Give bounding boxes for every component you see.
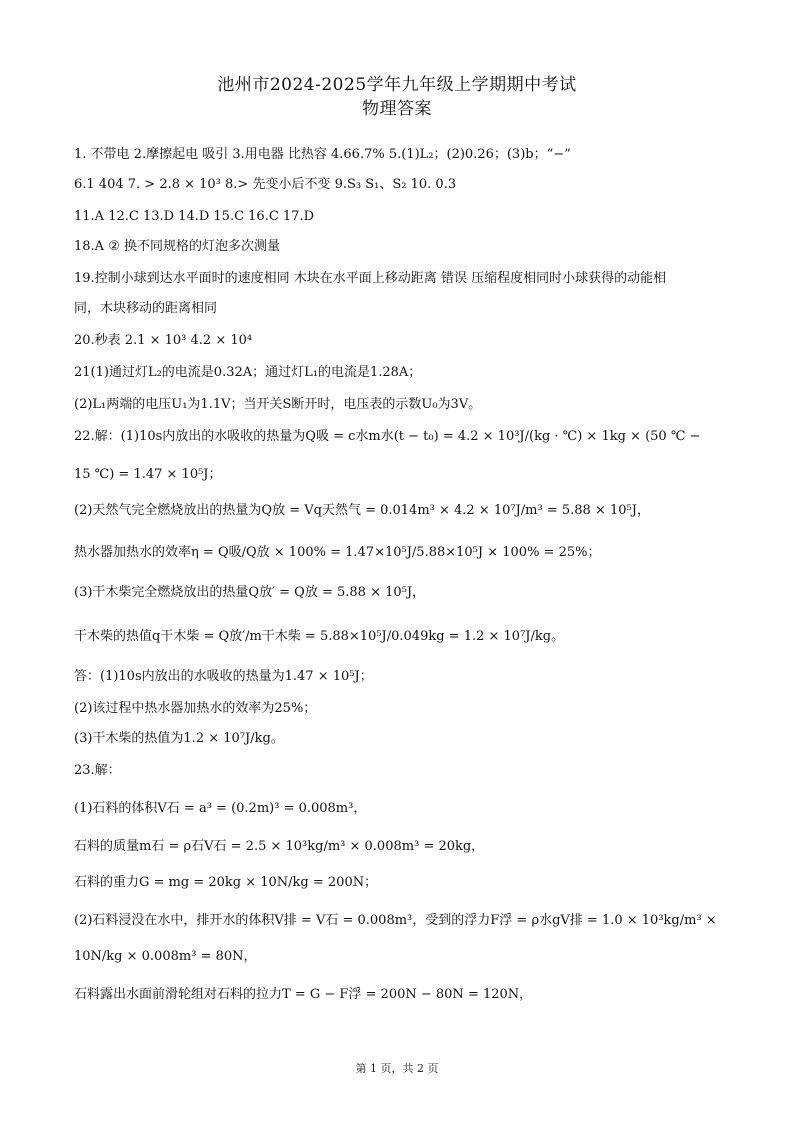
answer-line-5: 19.控制小球到达水平面时的速度相同 木块在水平面上移动距离 错误 压缩程度相同时小球获得的动能相 xyxy=(74,271,667,286)
answer-line-3: 11.A 12.C 13.D 14.D 15.C 16.C 17.D xyxy=(74,209,315,224)
page-footer: 第 1 页，共 2 页 xyxy=(355,1062,439,1075)
answer-line-6: 同，木块移动的距离相同 xyxy=(74,301,218,316)
answer-line-11: 15 ℃) = 1.47 × 10⁵J； xyxy=(74,467,222,482)
answer-line-8: 21(1)通过灯L₂的电流是0.32A；通过灯L₁的电流是1.28A； xyxy=(74,365,422,380)
answer-line-17: (2)该过程中热水器加热水的效率为25%； xyxy=(74,701,317,716)
answer-line-24: 10N/kg × 0.008m³ = 80N， xyxy=(74,949,257,964)
answer-line-13: 热水器加热水的效率η = Q吸/Q放 × 100% = 1.47×10⁵J/5.88×10⁵J × 100% = 25%； xyxy=(74,545,601,560)
answer-line-12: (2)天然气完全燃烧放出的热量为Q放 = Vq天然气 = 0.014m³ × 4.2 × 10⁷J/m³ = 5.88 × 10⁵J， xyxy=(74,503,650,518)
answer-line-14: (3)干木柴完全燃烧放出的热量Q放′ = Q放 = 5.88 × 10⁵J， xyxy=(74,585,426,600)
answer-line-9: (2)L₁两端的电压U₁为1.1V；当开关S断开时，电压表的示数U₀为3V。 xyxy=(74,397,482,412)
answer-line-23: (2)石料浸没在水中，排开水的体积V排 = V石 = 0.008m³，受到的浮力F浮 = ρ水gV排 = 1.0 × 10³kg/m³ × xyxy=(74,913,717,928)
answer-line-20: (1)石料的体积V石 = a³ = (0.2m)³ = 0.008m³， xyxy=(74,801,367,816)
answer-line-2: 6.1 404 7. > 2.8 × 10³ 8.> 先变小后不变 9.S₃ S₁、S₂ 10. 0.3 xyxy=(74,177,457,192)
answer-line-22: 石料的重力G = mg = 20kg × 10N/kg = 200N； xyxy=(74,875,378,890)
answer-line-4: 18.A ② 换不同规格的灯泡多次测量 xyxy=(74,239,280,254)
answer-line-15: 干木柴的热值q干木柴 = Q放′/m干木柴 = 5.88×10⁵J/0.049kg = 1.2 × 10⁷J/kg。 xyxy=(74,629,565,644)
answer-line-25: 石料露出水面前滑轮组对石料的拉力T = G − F浮 = 200N − 80N = 120N， xyxy=(74,987,533,1002)
answer-line-21: 石料的质量m石 = ρ石V石 = 2.5 × 10³kg/m³ × 0.008m³ = 20kg， xyxy=(74,839,485,854)
answer-line-19: 23.解： xyxy=(74,763,121,778)
answer-line-10: 22.解：(1)10s内放出的水吸收的热量为Q吸 = c水m水(t − t₀) = 4.2 × 10³J/(kg · ℃) × 1kg × (50 ℃ − xyxy=(74,429,701,444)
document-subtitle: 物理答案 xyxy=(362,99,432,119)
document-title: 池州市2024-2025学年九年级上学期期中考试 xyxy=(217,75,577,95)
answer-line-16: 答：(1)10s内放出的水吸收的热量为1.47 × 10⁵J； xyxy=(74,669,373,684)
answer-line-18: (3)干木柴的热值为1.2 × 10⁷J/kg。 xyxy=(74,731,284,746)
answer-line-7: 20.秒表 2.1 × 10³ 4.2 × 10⁴ xyxy=(74,333,253,348)
answer-line-1: 1. 不带电 2.摩擦起电 吸引 3.用电器 比热容 4.66.7% 5.(1)L₂；(2)0.26；(3)b；“−” xyxy=(74,147,571,162)
